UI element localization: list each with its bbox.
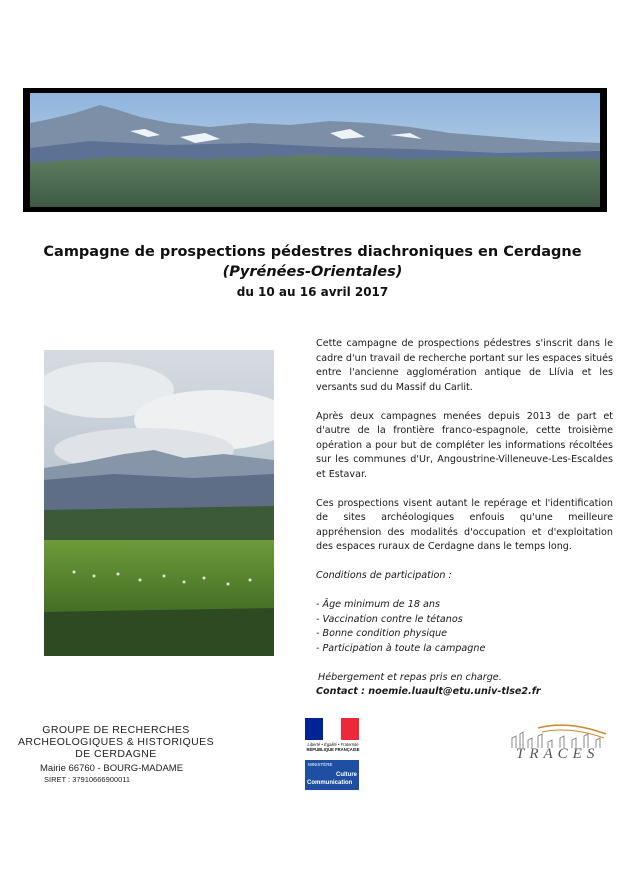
page-title: Campagne de prospections pédestres diachroniques en Cerdagne (43, 244, 582, 260)
condition-item: - Vaccination contre le tétanos (316, 613, 463, 625)
traces-logo (508, 720, 612, 780)
republique-motto: Liberté • Égalité • Fraternité (307, 742, 359, 747)
event-dates: du 10 au 16 avril 2017 (236, 285, 389, 299)
ministere-communication-label: Communication (307, 780, 353, 786)
grahc-siret: SIRET : 37910666900011 (44, 775, 131, 784)
ministere-culture-logo (305, 760, 359, 790)
conditions-heading: Conditions de participation : (316, 570, 452, 581)
paragraph-intro: Cette campagne de prospections pédestres s'inscrit dans le cadre d'un travail de recherche portant sur les espaces situés entre l'ancienne agglomération antique de Llívia et les versants sud du Massif du Carlit. (316, 338, 613, 393)
ministere-culture-label: Culture (336, 772, 357, 778)
grahc-line1: GROUPE DE RECHERCHES (42, 724, 190, 736)
grahc-logo (14, 720, 218, 790)
traces-wordmark: TRACES (516, 746, 600, 762)
banner-photo (23, 88, 607, 212)
mountain-panorama-image (30, 93, 600, 207)
condition-item: - Bonne condition physique (316, 628, 448, 639)
ministere-small-label: MINISTÈRE (308, 762, 333, 767)
title-block (0, 244, 625, 299)
republique-francaise-logo (305, 718, 361, 766)
accommodation-note: Hébergement et repas pris en charge. (318, 671, 502, 683)
description-column (316, 337, 613, 700)
french-flag-icon (305, 718, 359, 740)
condition-item: - Participation à toute la campagne (316, 642, 486, 654)
paragraph-objectives: Après deux campagnes menées depuis 2013 de part et d'autre de la frontière franco-espagnole, cette troisième opération a pour but de compléter les informations récoltées sur les communes d'Ur, Angoustrine-Villeneuve-Les-Escaldes et Estavar. (316, 410, 613, 480)
conditions-list (316, 598, 613, 656)
grahc-line2: ARCHEOLOGIQUES & HISTORIQUES (18, 736, 214, 748)
paragraph-goals: Ces prospections visent autant le repérage et l'identification de sites archéologiques enfouis qu'une meilleure appréhension des modalités d'occupation et d'exploitation des espaces ruraux de Cerdagne dans le temps long. (316, 497, 613, 552)
grahc-line3: DE CERDAGNE (75, 748, 157, 760)
landscape-photo (44, 350, 274, 656)
grahc-address: Mairie 66760 - BOURG-MADAME (40, 763, 184, 774)
republique-name: RÉPUBLIQUE FRANÇAISE (306, 747, 360, 752)
contact-line: Contact : noemie.luault@etu.univ-tlse2.fr (316, 686, 541, 697)
cerdagne-landscape-image (44, 350, 274, 656)
page-subtitle: (Pyrénées-Orientales) (222, 264, 403, 280)
condition-item: - Âge minimum de 18 ans (316, 599, 440, 610)
